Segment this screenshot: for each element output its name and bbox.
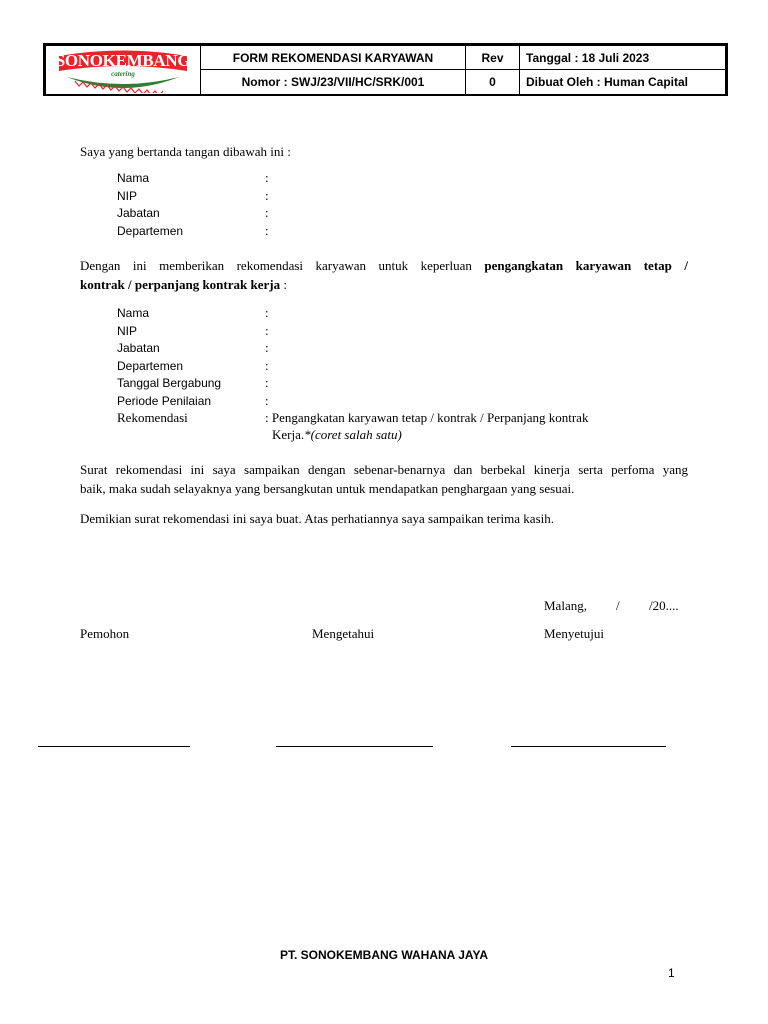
place-date-year: /20.... [649,598,679,613]
signer-field-label: Jabatan [117,206,160,220]
purpose-bold-2: kontrak / perpanjang kontrak kerja [80,277,281,292]
field-colon: : [265,170,269,185]
statement-paragraph-line1: Surat rekomendasi ini saya sampaikan dengan sebenar-benarnya dan berbekal kinerja serta perfoma yang [80,462,688,477]
purpose-tail: : [280,277,287,292]
rekomendasi-line2: Kerja. [272,427,305,442]
purpose-paragraph-line1 [80,256,688,275]
signature-label-menyetujui: Menyetujui [544,626,604,641]
rev-label: Rev [466,46,520,70]
logo-subtext: catering [111,70,135,78]
purpose-lead: Dengan ini memberikan rekomendasi karyawan untuk keperluan [80,258,485,273]
employee-field-label: NIP [117,324,138,338]
signature-label-pemohon: Pemohon [80,626,130,641]
signer-field-label: NIP [117,189,138,203]
rekomendasi-options-cont [272,427,402,443]
date-cell: Tanggal : 18 Juli 2023 [520,46,726,70]
signature-line-menyetujui [511,746,666,747]
company-logo [53,47,193,93]
form-title: FORM REKOMENDASI KARYAWAN [201,46,466,70]
employee-field-label: Departemen [117,359,184,373]
field-colon: : [265,205,269,220]
field-colon: : [265,393,269,408]
signature-line-mengetahui [276,746,433,747]
place-date-sep: / [616,598,620,613]
nomor-cell: Nomor : SWJ/23/VII/HC/SRK/001 [201,70,466,95]
rekomendasi-options: : Pengangkatan karyawan tetap / kontrak / Perpanjang kontrak [265,410,589,425]
rev-value: 0 [466,70,520,95]
employee-field-label: Periode Penilaian [117,394,212,408]
header-table [45,45,726,95]
field-colon: : [265,358,269,373]
field-colon: : [265,188,269,203]
document-header [43,43,728,96]
footer-company: PT. SONOKEMBANG WAHANA JAYA [279,948,489,962]
employee-field-label: Jabatan [117,341,160,355]
signature-label-mengetahui: Mengetahui [312,626,375,641]
employee-field-label: Tanggal Bergabung [117,376,222,390]
closing-paragraph: Demikian surat rekomendasi ini saya buat. Atas perhatiannya saya sampaikan terima kasih. [80,511,554,526]
field-colon: : [265,223,269,238]
intro-text: Saya yang bertanda tangan dibawah ini : [80,144,291,159]
rekomendasi-label: Rekomendasi [117,410,188,425]
logo-text: SONOKEMBANG [55,51,191,70]
logo-cell [46,46,201,95]
field-colon: : [265,323,269,338]
purpose-bold-1: pengangkatan karyawan tetap / [484,258,688,273]
dibuat-cell: Dibuat Oleh : Human Capital [520,70,726,95]
employee-field-label: Nama [117,306,150,320]
signer-field-label: Departemen [117,224,184,238]
place-city: Malang, [544,598,587,613]
statement-paragraph-line2: baik, maka sudah selayaknya yang bersangkutan untuk mendapatkan penghargaan yang sesuai. [80,481,575,496]
signature-line-pemohon [38,746,190,747]
signer-field-label: Nama [117,171,150,185]
field-colon: : [265,340,269,355]
field-colon: : [265,305,269,320]
page-number: 1 [668,966,675,980]
rekomendasi-note: *(coret salah satu) [304,427,402,442]
field-colon: : [265,375,269,390]
purpose-paragraph-line2 [80,275,287,294]
